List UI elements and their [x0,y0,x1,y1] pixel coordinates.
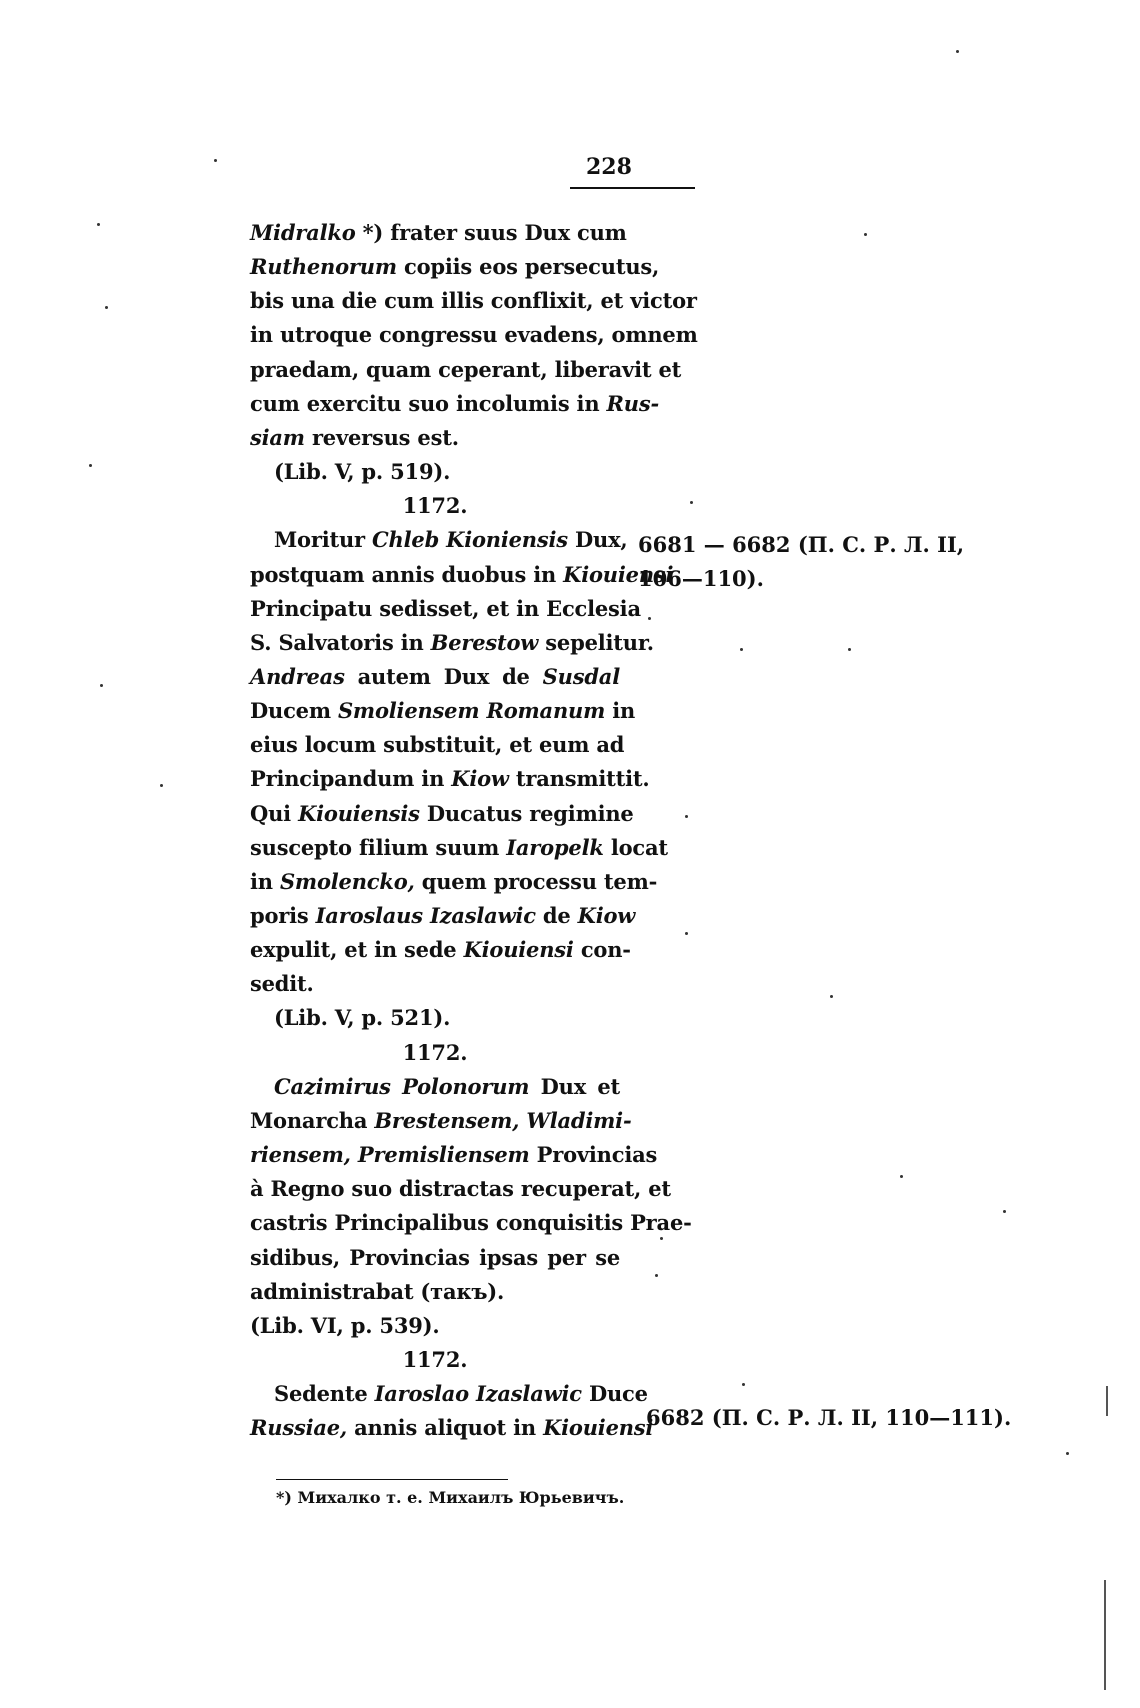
text-run: *) frater suus Dux cum [355,220,627,245]
text-line [250,421,620,455]
italic-name: riensem, Premisliensem [250,1142,530,1168]
text-line [250,1309,620,1343]
italic-name: Berestow [430,629,539,655]
text-run: Monarcha [250,1107,375,1133]
italic-name: Susdal [542,663,620,689]
text-run: quem processu tem- [414,868,658,894]
text-run: reversus est. [304,424,459,450]
text-run: Dux et [529,1073,620,1099]
text-run: transmittit. [508,766,650,792]
italic-name: Russiae, [250,1415,348,1441]
text-line [250,216,627,250]
text-line [250,523,628,557]
text-run: de [535,903,578,928]
text-line [250,1411,654,1445]
page-number: 228 [586,154,632,180]
text-line [250,1138,658,1172]
text-run: in utroque congressu evadens, omnem [250,322,698,348]
scan-speck [89,464,92,467]
italic-name: Kiow [451,766,509,792]
text-line [250,455,620,489]
italic-name: Iaroslao Izaslawic [374,1381,582,1407]
text-line [250,967,620,1001]
italic-name: Brestensem, Wladimi- [374,1107,632,1133]
text-line [250,1070,620,1104]
text-run: (Lib. V, p. 519). [274,459,451,485]
italic-name: Smolencko, [279,868,415,894]
side-reference-1-line-2: 106—110). [638,566,764,591]
italic-name: Andreas [250,663,345,689]
text-line [250,318,698,352]
text-run: Dux, [567,527,628,553]
text-run: S. Salvatoris in [250,629,431,655]
text-run: annis aliquot in [347,1415,544,1441]
side-reference-2: 6682 (П. С. Р. Л. II, 110—111). [646,1405,1012,1430]
text-run: castris Principalibus conquisitis Prae- [250,1210,692,1236]
italic-name: Iaropelk [506,834,604,860]
text-run: Qui [250,800,299,826]
text-line [250,489,620,523]
text-line [250,1241,620,1275]
text-run: Principandum in [250,766,452,792]
italic-name: Kiouiensis [298,800,420,826]
italic-name: Cazimirus Polonorum [274,1073,530,1099]
text-run: Principatu sedisset, et in Ecclesia [250,595,641,621]
text-run: sedit. [250,971,314,997]
italic-name: Kiouiensi [543,1415,654,1441]
footnote-rule [276,1479,508,1480]
text-line [250,1172,671,1206]
text-run: postquam annis duobus in [250,561,564,587]
text-run: bis una die cum illis conflixit, et victor [250,288,697,314]
text-run: locat [603,834,668,860]
text-run: Sedente [274,1381,375,1407]
text-run: 1172. [402,1346,468,1372]
text-line [250,728,625,762]
text-run: Ducatus regimine [419,800,634,826]
scan-speck [160,784,163,787]
text-run: sepelitur. [538,629,654,655]
text-run: (Lib. VI, p. 539). [250,1312,440,1338]
text-run: con- [573,937,631,963]
text-line [250,762,650,796]
scan-speck [956,50,959,53]
text-line [250,899,636,933]
text-line [250,797,634,831]
text-line [250,387,659,421]
italic-name: Ruthenorum [250,254,397,280]
text-line [250,1275,620,1309]
scan-speck [100,684,103,687]
italic-name: Midralko [250,220,356,245]
text-line [250,831,668,865]
text-run: expulit, et in sede [250,937,464,963]
text-line [250,626,654,660]
italic-name: Kiow [577,903,636,928]
text-line [250,1036,620,1070]
text-run: in [605,698,636,724]
text-run: 1172. [402,493,468,519]
scan-speck [97,223,100,226]
text-run: administrabat (такъ). [250,1278,505,1304]
scan-speck [864,233,867,236]
text-line [250,592,641,626]
scan-speck [900,1175,903,1178]
scan-speck [742,1383,745,1386]
text-run: sidibus, Provincias ipsas per se [250,1244,620,1270]
text-line [250,694,636,728]
text-line [250,1343,620,1377]
italic-name: Rus- [606,390,659,416]
italic-name: Kiouiensi [463,937,574,963]
scan-speck [685,932,688,935]
text-line [250,1377,648,1411]
text-run: à Regno suo distractas recuperat, et [250,1176,671,1202]
scan-speck [690,501,693,504]
italic-name: Chleb Kioniensis [372,527,568,553]
text-run: autem Dux de [344,663,543,689]
scan-speck [1003,1210,1006,1213]
text-run: Moritur [274,527,373,553]
text-run: suscepto filium suum [250,834,507,860]
text-line [250,1206,692,1240]
text-run: Provincias [529,1142,658,1168]
text-line [250,284,697,318]
text-line [250,250,660,284]
text-line [250,933,631,967]
text-run: praedam, quam ceperant, liberavit et [250,356,682,382]
text-run: cum exercitu suo incolumis in [250,390,607,416]
scan-mark [1106,1386,1108,1416]
text-line [250,1104,632,1138]
italic-name: Iaroslaus Izaslawic [315,903,536,928]
text-line [250,865,658,899]
text-run: Duce [581,1381,648,1407]
text-run: 1172. [402,1039,468,1065]
text-run: in [250,868,280,894]
italic-name: Smoliensem Romanum [337,698,606,724]
text-line [250,353,682,387]
text-line [250,1001,620,1035]
text-run: (Lib. V, p. 521). [274,1005,451,1031]
text-run: eius locum substituit, et eum ad [250,732,625,758]
scan-speck [1066,1452,1069,1455]
scan-speck [214,159,217,162]
scan-speck [648,617,651,620]
scan-speck [848,648,851,651]
scan-speck [655,1274,658,1277]
text-run: poris [250,903,316,928]
scan-speck [740,648,743,651]
text-run: copiis eos persecutus, [396,254,660,280]
text-line [250,660,620,694]
italic-name: siam [250,424,305,450]
header-rule [570,187,695,189]
italic-name: Kiouiensi [563,561,674,587]
text-run: Ducem [250,698,338,724]
scan-speck [830,995,833,998]
scan-speck [685,815,688,818]
footnote: *) Михалко т. е. Михаилъ Юрьевичъ. [276,1488,625,1507]
text-line [250,558,674,592]
scan-speck [105,306,108,309]
scan-mark [1104,1580,1106,1690]
scan-speck [660,1237,663,1240]
side-reference-1-line-1: 6681 — 6682 (П. С. Р. Л. II, [638,532,965,557]
